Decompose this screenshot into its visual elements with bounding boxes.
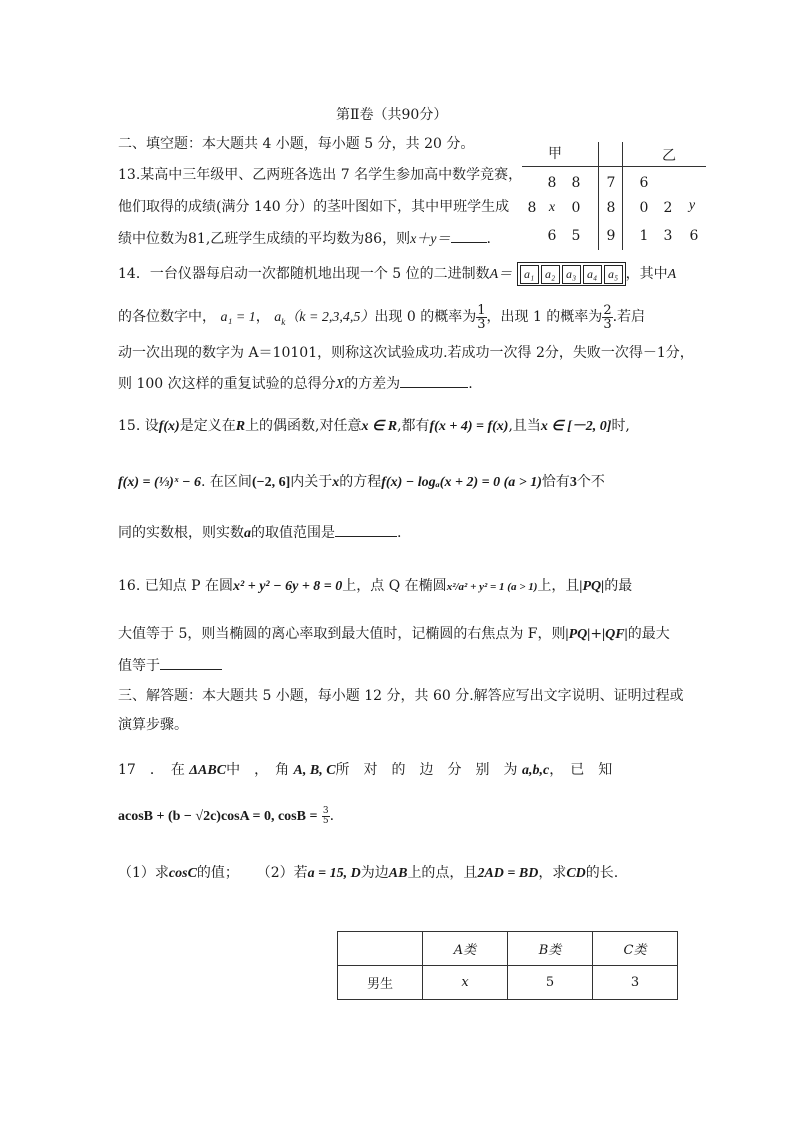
stem: 8 [606, 200, 616, 216]
leaf: 6 [689, 228, 699, 244]
cell-a3: a₃ [562, 265, 581, 284]
leaf-y: y [688, 198, 696, 213]
leaf: 8 [547, 175, 557, 191]
stem: 7 [606, 175, 616, 191]
table-header-cell: B类 [508, 932, 593, 966]
table-cell: 男生 [338, 966, 423, 1000]
table-header-cell [338, 932, 423, 966]
q16-line3: 值等于 [118, 655, 222, 676]
leaf: 8 [571, 175, 581, 191]
table-header-row [338, 932, 678, 966]
class-yi-header: 乙 [662, 148, 676, 164]
leaf-x: x [548, 200, 556, 215]
q15-line1: 15. 设f(x)是定义在R上的偶函数,对任意x ∈ R,都有f(x + 4) = f(x),且当x ∈ [－2, 0]时, [118, 418, 630, 434]
stem-line-left [598, 142, 599, 250]
leaf: 3 [663, 228, 673, 244]
solve-header-line2: 演算步骤。 [118, 717, 188, 733]
table-cell: x [423, 966, 508, 1000]
stem-leaf-plot [522, 142, 706, 250]
binary-cells [517, 262, 626, 286]
q14-line4: 则 100 次这样的重复试验的总得分X的方差为 . [118, 373, 473, 395]
leaf: 2 [663, 200, 673, 216]
class-jia-header: 甲 [548, 146, 562, 162]
solve-header-line1: 三、解答题：本大题共 5 小题，每小题 12 分，共 60 分.解答应写出文字说明、证明过程或 [118, 688, 684, 704]
q17-parts: （1）求cosC的值； （2）若a = 15, D为边AB上的点，且2AD = BD，求CD的长. [118, 865, 619, 881]
cell-a2: a₂ [541, 265, 560, 284]
stem: 9 [606, 228, 616, 244]
leaf: 8 [527, 200, 537, 216]
header-line [522, 166, 706, 167]
table-row [338, 966, 678, 1000]
q15-line3: 同的实数根，则实数a的取值范围是 . [118, 522, 401, 544]
q16-line2: 大值等于 5，则当椭圆的离心率取到最大值时，记椭圆的右焦点为 F，则|PQ|+|QF|的最大 [118, 626, 670, 642]
answer-blank [400, 373, 468, 388]
cell-a5: a₅ [604, 265, 623, 284]
q14-line2: 的各位数字中， a₁ = 1， $a_k(k = 2,3,4,5)$出现 0 的概率为 $\frac{1}{3}$ ，出现 1 的概率为 $\frac{2}{3}$ .若启 [118, 302, 646, 332]
q13-line2: 他们取得的成绩(满分 140 分）的茎叶图如下，其中甲班学生成 [118, 199, 510, 215]
leaf: 1 [639, 228, 649, 244]
cell-a1: a₁ [520, 265, 539, 284]
table-header-cell: C类 [593, 932, 678, 966]
q15-line2: f(x) = (⅓)ˣ − 6. 在区间(−2, 6]内关于x的方程f(x) − logₐ(x + 2) = 0 (a > 1)恰有3个不 [118, 474, 605, 490]
table-cell: 5 [508, 966, 593, 1000]
q14-line3: 动一次出现的数字为 A＝10101，则称这次试验成功.若成功一次得 2分，失败一次得－1分， [118, 345, 694, 361]
answer-blank [451, 228, 487, 243]
leaf: 6 [547, 228, 557, 244]
section-title: 第Ⅱ卷（共90分） [336, 107, 448, 123]
leaf: 0 [639, 200, 649, 216]
table-header-cell: A类 [423, 932, 508, 966]
q17-line2: acosB + (b − √2c)cosA = 0, cosB = $\frac{3}{5}$ . [118, 805, 335, 826]
cell-a4: a₄ [583, 265, 602, 284]
q13-line3: 绩中位数为81,乙班学生成绩的平均数为86，则x＋y＝ . [118, 228, 491, 250]
q14-line1: 14．一台仪器每启动一次都随机地出现一个 5 位的二进制数A＝ a₁ a₂ a₃ a₄ a₅ ，其中A [118, 262, 676, 286]
leaf: 5 [571, 228, 581, 244]
leaf: 6 [639, 175, 649, 191]
category-table [337, 931, 678, 1000]
q16-line1: 16. 已知点 P 在圆x² + y² − 6y + 8 = 0上，点 Q 在椭圆x²/a² + y² = 1 (a > 1)上，且|PQ|的最 [118, 578, 633, 594]
answer-blank [335, 522, 397, 537]
stem-line-right [622, 142, 623, 250]
q13-line1: 13.某高中三年级甲、乙两班各选出 7 名学生参加高中数学竞赛， [118, 167, 523, 183]
answer-blank [160, 655, 222, 670]
table-cell: 3 [593, 966, 678, 1000]
leaf: 0 [571, 200, 581, 216]
fill-blank-header: 二、填空题：本大题共 4 小题，每小题 5 分，共 20 分。 [118, 136, 475, 152]
q17-line1: 17 ． 在 ΔABC中 ， 角 A, B, C所 对 的 边 分 别 为 a,b,c， 已 知 [118, 762, 613, 778]
